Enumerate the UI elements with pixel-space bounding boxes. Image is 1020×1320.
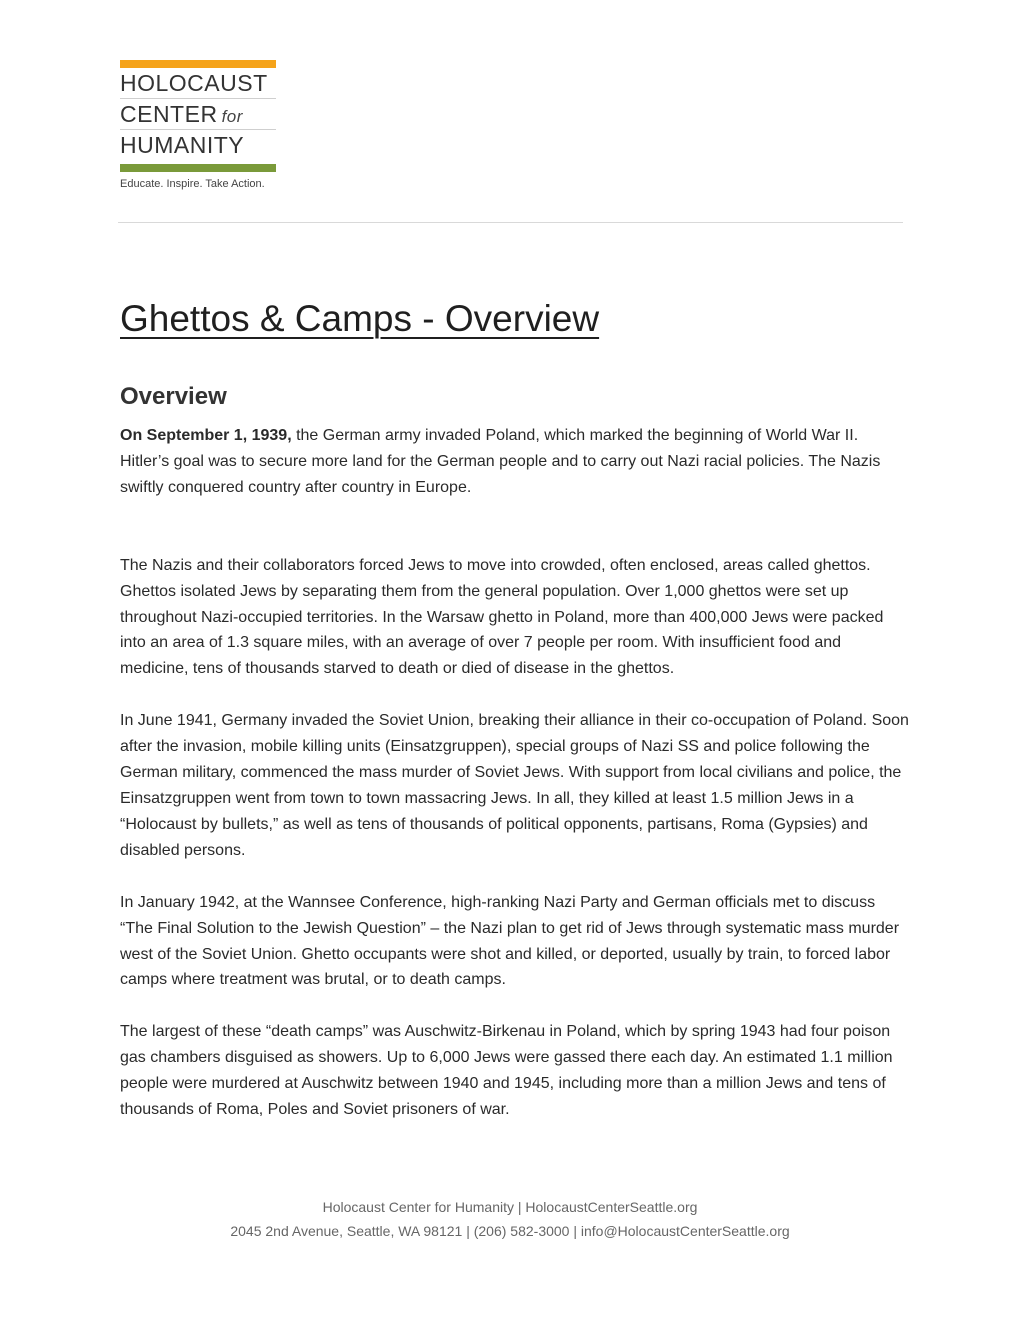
organization-logo xyxy=(120,60,276,190)
header-divider xyxy=(118,222,903,223)
document-title: Ghettos & Camps - Overview xyxy=(120,298,600,339)
logo-green-bar xyxy=(120,164,276,172)
document-body xyxy=(120,383,910,1149)
paragraph-auschwitz: The largest of these “death camps” was Auschwitz-Birkenau in Poland, which by spring 1943 had four poison gas chambers disguised as showers. Up to 6,000 Jews were gassed there each day. An estimated 1.1 million people were murdered at Auschwitz between 1940 and 1945, including more than a million Jews and tens of thousands of Roma, Poles and Soviet prisoners of war. xyxy=(120,1023,893,1119)
intro-paragraph xyxy=(120,423,910,501)
section-heading: Overview xyxy=(120,383,227,410)
logo-word-for: for xyxy=(221,107,243,126)
logo-tagline: Educate. Inspire. Take Action. xyxy=(120,178,265,190)
intro-text: the German army invaded Poland, which marked the beginning of World War II. Hitler’s goal was to secure more land for the German people and to carry out Nazi racial policies. The Nazis swiftly conquered country after country in Europe. xyxy=(120,427,881,496)
paragraph-einsatzgruppen: In June 1941, Germany invaded the Soviet Union, breaking their alliance in their co-occupation of Poland. Soon after the invasion, mobile killing units (Einsatzgruppen), special groups of Nazi SS and police following the German military, commenced the mass murder of Soviet Jews. With support from local civilians and police, the Einsatzgruppen went from town to town massacring Jews. In all, they killed at least 1.5 million Jews in a “Holocaust by bullets,” as well as tens of thousands of political opponents, partisans, Roma (Gypsies) and disabled persons. xyxy=(120,712,909,859)
logo-line-center xyxy=(120,99,276,130)
footer-contact-line: 2045 2nd Avenue, Seattle, WA 98121 | (206) 582-3000 | info@HolocaustCenterSeattle.org xyxy=(230,1223,790,1239)
logo-line-humanity: HUMANITY xyxy=(120,132,245,158)
intro-date-lead: On September 1, 1939, xyxy=(120,427,292,444)
logo-orange-bar xyxy=(120,60,276,68)
logo-line-holocaust: HOLOCAUST xyxy=(120,68,276,99)
paragraph-ghettos: The Nazis and their collaborators forced Jews to move into crowded, often enclosed, areas called ghettos. Ghettos isolated Jews by separating them from the general population. Over 1,000 ghettos were set up throughout Nazi-occupied territories. In the Warsaw ghetto in Poland, more than 400,000 Jews were packed into an area of 1.3 square miles, with an average of over 7 people per room. With insufficient food and medicine, tens of thousands starved to death or died of disease in the ghettos. xyxy=(120,556,884,678)
paragraph-wannsee: In January 1942, at the Wannsee Conference, high-ranking Nazi Party and German officials met to discuss “The Final Solution to the Jewish Question” – the Nazi plan to get rid of Jews through systematic mass murder west of the Soviet Union. Ghetto occupants were shot and killed, or deported, usually by train, to forced labor camps where treatment was brutal, or to death camps. xyxy=(120,893,900,989)
footer-org-line: Holocaust Center for Humanity | HolocaustCenterSeattle.org xyxy=(322,1199,698,1215)
logo-word-center: CENTER xyxy=(120,101,218,127)
